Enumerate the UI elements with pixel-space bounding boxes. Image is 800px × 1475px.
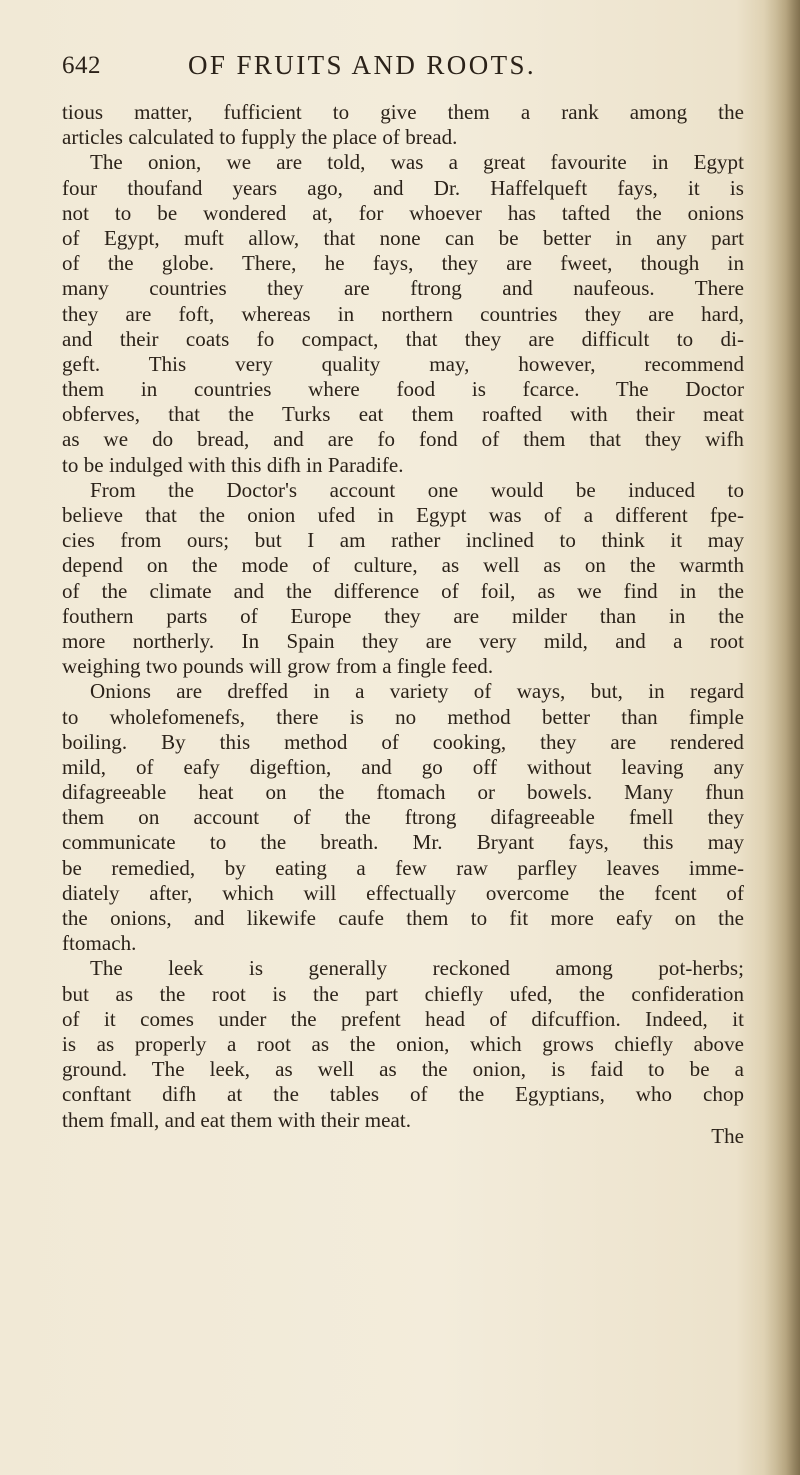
text-line: communicate to the breath. Mr. Bryant fays, this may [62,830,744,855]
text-line: of the climate and the difference of foil, as we find in the [62,578,744,603]
text-line: The leek is generally reckoned among pot-herbs; [90,956,744,981]
text-line: as we do bread, and are fo fond of them that they wifh [62,427,744,452]
text-line: them fmall, and eat them with their meat. [62,1107,412,1132]
text-line: of Egypt, muft allow, that none can be better in any part [62,225,744,250]
page-gutter-shadow [764,0,800,1475]
text-line: weighing two pounds will grow from a fingle feed. [62,654,494,679]
running-head: OF FRUITS AND ROOTS. [188,50,537,80]
text-line: articles calculated to fupply the place of bread. [62,125,458,150]
catchword: The [711,1123,744,1148]
text-line: is as properly a root as the onion, which grows chiefly above [62,1031,744,1056]
text-line: mild, of eafy digeftion, and go off without leaving any [62,754,744,779]
text-line: four thoufand years ago, and Dr. Haffelqueft fays, it is [62,175,744,200]
text-line: geft. This very quality may, however, recommend [62,351,744,376]
text-line: conftant difh at the tables of the Egyptians, who chop [62,1082,744,1107]
text-line: ground. The leek, as well as the onion, is faid to be a [62,1057,744,1082]
text-line: of it comes under the prefent head of difcuffion. Indeed, it [62,1006,744,1031]
text-line: be remedied, by eating a few raw parfley leaves imme- [62,855,744,880]
text-line: The onion, we are told, was a great favourite in Egypt [90,150,744,175]
text-line: but as the root is the part chiefly ufed, the confideration [62,981,744,1006]
text-line: difagreeable heat on the ftomach or bowels. Many fhun [62,780,744,805]
text-line: and their coats fo compact, that they are difficult to di- [62,326,744,351]
text-line: From the Doctor's account one would be induced to [90,477,744,502]
page-header [62,48,742,92]
text-line: more northerly. In Spain they are very mild, and a root [62,628,744,653]
text-line: they are foft, whereas in northern countries they are hard, [62,301,744,326]
text-line: ftomach. [62,931,137,956]
text-line: Onions are dreffed in a variety of ways, but, in regard [90,679,744,704]
text-line: to be indulged with this difh in Paradife. [62,452,404,477]
text-line: to wholefomenefs, there is no method better than fimple [62,704,744,729]
text-line: believe that the onion ufed in Egypt was of a different fpe- [62,503,744,527]
text-line: obferves, that the Turks eat them roafted with their meat [62,402,744,427]
text-line: depend on the mode of culture, as well as on the warmth [62,553,744,578]
text-line: tious matter, fufficient to give them a rank among the [62,100,744,124]
text-line: boiling. By this method of cooking, they are rendered [62,729,744,754]
text-line: diately after, which will effectually overcome the fcent of [62,880,744,905]
text-line: them in countries where food is fcarce. The Doctor [62,377,744,402]
text-line: cies from ours; but I am rather inclined to think it may [62,528,744,553]
page-number: 642 [62,52,101,79]
text-line: many countries they are ftrong and naufeous. There [62,276,744,301]
text-line: them on account of the ftrong difagreeable fmell they [62,805,744,830]
text-line: fouthern parts of Europe they are milder than in the [62,603,744,628]
body-text [62,100,744,1149]
text-line: not to be wondered at, for whoever has tafted the onions [62,200,744,225]
text-line: the onions, and likewife caufe them to fit more eafy on the [62,906,744,930]
text-line: of the globe. There, he fays, they are fweet, though in [62,251,744,276]
